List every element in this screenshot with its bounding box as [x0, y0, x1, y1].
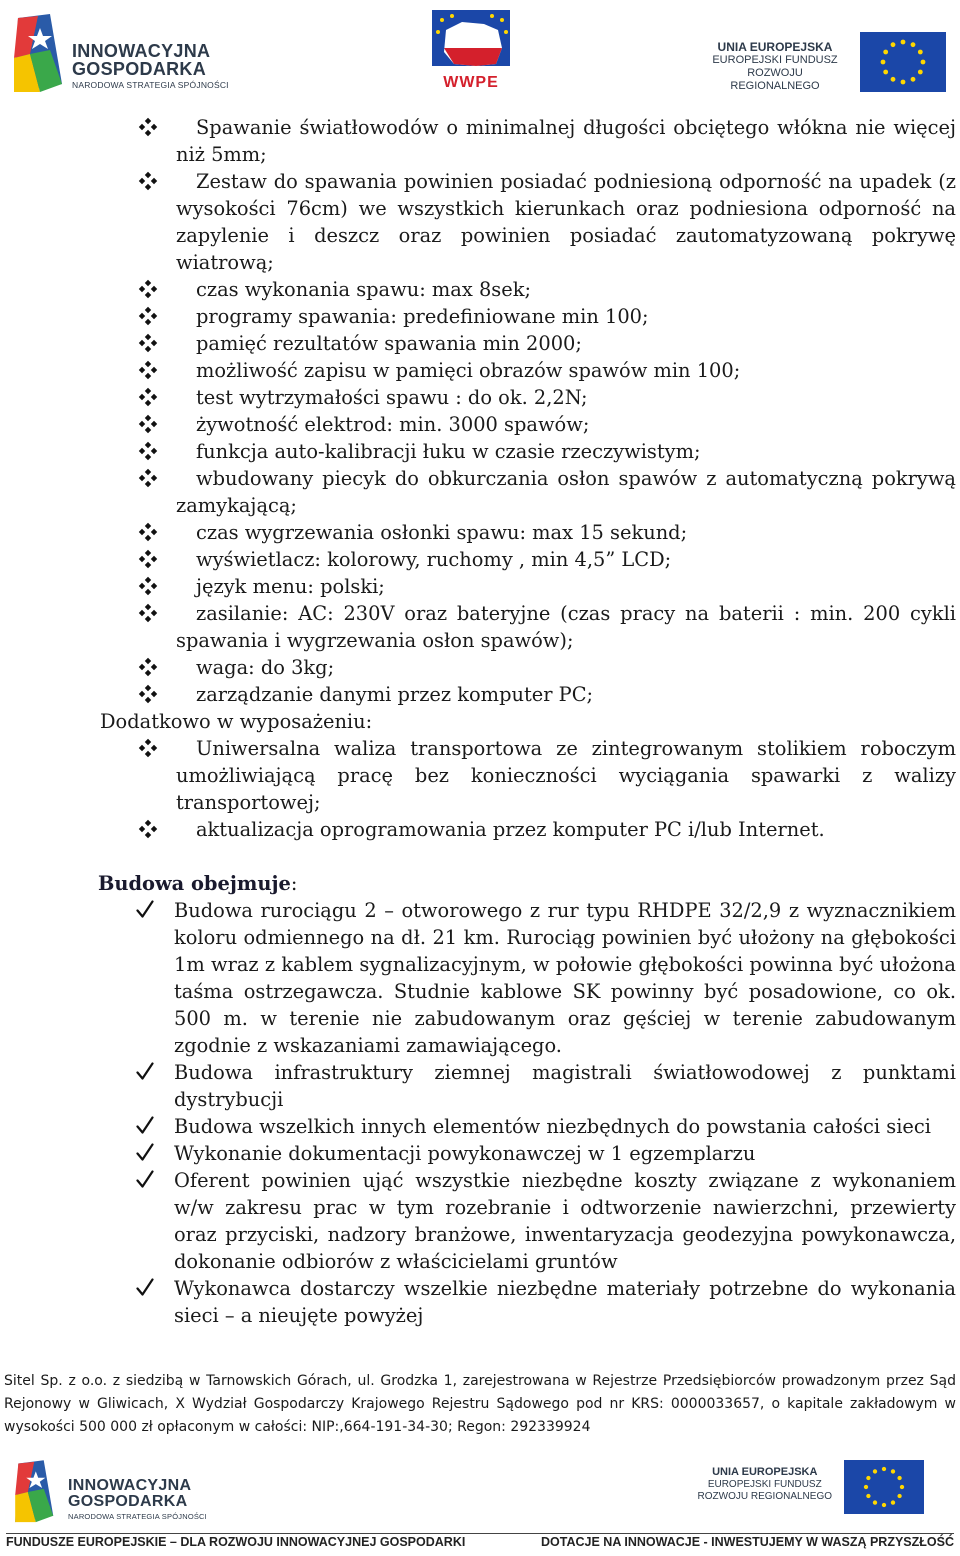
spec-list-item	[0, 114, 960, 168]
wwpe-logo-text: WWPE	[443, 74, 499, 91]
footer-ig-logo-line2: GOSPODARKA	[68, 1493, 188, 1510]
extras-list	[0, 735, 960, 843]
extras-list-item	[0, 816, 960, 843]
list-item-text: test wytrzymałości spawu : do ok. 2,2N;	[196, 386, 588, 409]
innowacyjna-gospodarka-emblem-icon	[10, 14, 68, 94]
footer-ig-emblem-icon	[12, 1460, 58, 1524]
list-item-text: aktualizacja oprogramowania przez komputer PC i/lub Internet.	[196, 818, 825, 841]
scope-item-text: Wykonanie dokumentacji powykonawczej w 1 egzemplarzu	[174, 1142, 756, 1165]
eu-logo-line3: ROZWOJU REGIONALNEGO	[730, 67, 820, 92]
four-petal-diamond-icon	[138, 357, 158, 384]
four-petal-diamond-icon	[138, 276, 158, 303]
footer-ig-logo-title	[68, 1478, 191, 1510]
list-item-text: zarządzanie danymi przez komputer PC;	[196, 683, 594, 706]
list-item-text: funkcja auto-kalibracji łuku w czasie rzeczywistym;	[196, 440, 701, 463]
footer-eu-logo-line3: ROZWOJU REGIONALNEGO	[697, 1491, 832, 1502]
footer-ig-logo-line1: INNOWACYJNA	[68, 1477, 192, 1494]
four-petal-diamond-icon	[138, 168, 158, 195]
ig-logo-line1: INNOWACYJNA	[72, 41, 211, 61]
list-item-text: Uniwersalna waliza transportowa ze zintegrowanym stolikiem roboczym umożliwiającą pracę bez konieczności wyciągania spawarki z walizy transportowej;	[176, 737, 956, 814]
four-petal-diamond-icon	[138, 600, 158, 627]
list-item-text: język menu: polski;	[196, 575, 385, 598]
four-petal-diamond-icon	[138, 411, 158, 438]
spec-list-item	[0, 654, 960, 681]
footer-eu-erdf-logo	[694, 1460, 924, 1520]
four-petal-diamond-icon	[138, 303, 158, 330]
checkmark-icon	[136, 898, 154, 922]
checkmark-icon	[136, 1168, 154, 1192]
eu-logo-line1: UNIA EUROPEJSKA	[717, 40, 833, 54]
spec-list-item	[0, 303, 960, 330]
spec-list-item	[0, 600, 960, 654]
list-item-text: wyświetlacz: kolorowy, ruchomy , min 4,5” LCD;	[196, 548, 672, 571]
checkmark-icon	[136, 1276, 154, 1300]
list-item-text: pamięć rezultatów spawania min 2000;	[196, 332, 582, 355]
four-petal-diamond-icon	[138, 573, 158, 600]
scope-item-text: Wykonawca dostarczy wszelkie niezbędne materiały potrzebne do wykonania sieci – a nieujęte powyżej	[174, 1277, 956, 1327]
scope-list-item	[0, 1275, 960, 1329]
scope-list-item	[0, 1167, 960, 1275]
wwpe-map-icon	[428, 8, 514, 74]
footer-eu-flag-icon	[844, 1460, 924, 1514]
scope-list	[0, 897, 960, 1329]
footer-divider	[6, 1533, 954, 1534]
spec-list-item	[0, 519, 960, 546]
spec-list-item	[0, 168, 960, 276]
list-item-text: wbudowany piecyk do obkurczania osłon spawów z automatyczną pokrywą zamykającą;	[176, 467, 956, 517]
eu-erdf-logo	[702, 26, 946, 100]
spec-list-item	[0, 411, 960, 438]
footer-eu-logo-text	[698, 1466, 832, 1503]
list-item-text: waga: do 3kg;	[196, 656, 335, 679]
scope-list-item	[0, 1113, 960, 1140]
four-petal-diamond-icon	[138, 654, 158, 681]
section-spacer	[0, 843, 960, 870]
four-petal-diamond-icon	[138, 465, 158, 492]
checkmark-icon	[136, 1141, 154, 1165]
spec-list-item	[0, 573, 960, 600]
four-petal-diamond-icon	[138, 114, 158, 141]
ig-logo-line2: GOSPODARKA	[72, 59, 207, 79]
checkmark-icon	[136, 1060, 154, 1084]
four-petal-diamond-icon	[138, 519, 158, 546]
four-petal-diamond-icon	[138, 546, 158, 573]
page-header	[0, 8, 960, 96]
company-info: Sitel Sp. z o.o. z siedzibą w Tarnowskich Górach, ul. Grodzka 1, zarejestrowana w Rejestrze Przedsiębiorców prowadzonym przez Sąd Rejonowy w Gliwicach, X Wydział Gospodarczy Krajowego Rejestru Sądowego pod nr KRS: 0000033657, o kapitale zakładowym w wysokości 500 000 zł opłaconym w całości: NIP:,664-191-34-30; Regon: 292339924	[4, 1373, 956, 1435]
scope-item-text: Budowa rurociągu 2 – otworowego z rur typu RHDPE 32/2,9 z wyznacznikiem koloru odmiennego na dł. 21 km. Rurociąg powinien być ułożony na głębokości 1m wraz z kablem sygnalizacyjnym, w połowie głębokości powinna być ułożona taśma ostrzegawcza. Studnie kablowe SK powinny być posadowione, co ok. 500 m. w terenie nie zabudowanym oraz gęściej w terenie zabudowanym zgodnie z wskazaniami zamawiającego.	[174, 899, 956, 1057]
spec-list-item	[0, 330, 960, 357]
scope-title-colon: :	[290, 872, 298, 895]
list-item-text: Zestaw do spawania powinien posiadać podniesioną odporność na upadek (z wysokości 76cm) we wszystkich kierunkach oraz podniesiona odporność na zapylenie i deszcz oraz powinien posiadać zautomatyzowaną pokrywę wiatrową;	[176, 170, 956, 274]
slogan-left: FUNDUSZE EUROPEJSKIE – DLA ROZWOJU INNOWACYJNEJ GOSPODARKI	[6, 1535, 466, 1549]
scope-heading	[0, 870, 960, 897]
wwpe-logo	[428, 8, 514, 94]
eu-logo-line2: EUROPEJSKI FUNDUSZ	[712, 54, 838, 66]
scope-item-text: Budowa infrastruktury ziemnej magistrali światłowodowej z punktami dystrybucji	[174, 1061, 956, 1111]
splicer-spec-list	[0, 114, 960, 708]
ig-logo-title	[72, 42, 210, 78]
four-petal-diamond-icon	[138, 438, 158, 465]
scope-list-item	[0, 1059, 960, 1113]
scope-item-text: Oferent powinien ująć wszystkie niezbędne koszty związane z wykonaniem w/w zakresu prac w tym rozebranie i odtworzenie nawierzchni, przewierty oraz przyciski, nadzory branżowe, inwentaryzacja geodezyjna powykonawcza, dokonanie odbiorów z właścicielami gruntów	[174, 1169, 956, 1273]
eu-logo-text	[702, 40, 848, 93]
list-item-text: Spawanie światłowodów o minimalnej długości obciętego włókna nie więcej niż 5mm;	[176, 116, 956, 166]
spec-list-item	[0, 681, 960, 708]
list-item-text: czas wykonania spawu: max 8sek;	[196, 278, 531, 301]
eu-flag-icon	[860, 32, 946, 92]
four-petal-diamond-icon	[138, 681, 158, 708]
scope-title: Budowa obejmuje	[98, 872, 291, 895]
checkmark-icon	[136, 1114, 154, 1138]
footer-eu-logo-line2: EUROPEJSKI FUNDUSZ	[707, 1479, 822, 1490]
footer-logos	[0, 1460, 960, 1532]
spec-list-item	[0, 465, 960, 519]
list-item-text: zasilanie: AC: 230V oraz bateryjne (czas pracy na baterii : min. 200 cykli spawania i wygrzewania osłon spawów);	[176, 602, 956, 652]
innowacyjna-gospodarka-logo	[10, 14, 240, 96]
list-item-text: czas wygrzewania osłonki spawu: max 15 sekund;	[196, 521, 688, 544]
footer-eu-logo-line1: UNIA EUROPEJSKA	[712, 1466, 818, 1478]
document-body	[0, 114, 960, 1329]
list-item-text: możliwość zapisu w pamięci obrazów spawów min 100;	[196, 359, 741, 382]
spec-list-item	[0, 546, 960, 573]
spec-list-item	[0, 384, 960, 411]
scope-item-text: Budowa wszelkich innych elementów niezbędnych do powstania całości sieci	[174, 1115, 931, 1138]
four-petal-diamond-icon	[138, 735, 158, 762]
spec-list-item	[0, 357, 960, 384]
footer-innowacyjna-gospodarka-logo	[12, 1460, 232, 1530]
list-item-text: programy spawania: predefiniowane min 100;	[196, 305, 649, 328]
spec-list-item	[0, 438, 960, 465]
four-petal-diamond-icon	[138, 330, 158, 357]
scope-list-item	[0, 1140, 960, 1167]
slogan-right: DOTACJE NA INNOWACJE - INWESTUJEMY W WASZĄ PRZYSZŁOŚĆ	[541, 1535, 954, 1549]
footer-ig-logo-subtitle: NARODOWA STRATEGIA SPÓJNOŚCI	[68, 1512, 207, 1521]
extras-label: Dodatkowo w wyposażeniu:	[100, 710, 373, 733]
four-petal-diamond-icon	[138, 816, 158, 843]
list-item-text: żywotność elektrod: min. 3000 spawów;	[196, 413, 590, 436]
spec-list-item	[0, 276, 960, 303]
ig-logo-subtitle: NARODOWA STRATEGIA SPÓJNOŚCI	[72, 80, 229, 90]
four-petal-diamond-icon	[138, 384, 158, 411]
extras-list-item	[0, 735, 960, 816]
scope-list-item	[0, 897, 960, 1059]
